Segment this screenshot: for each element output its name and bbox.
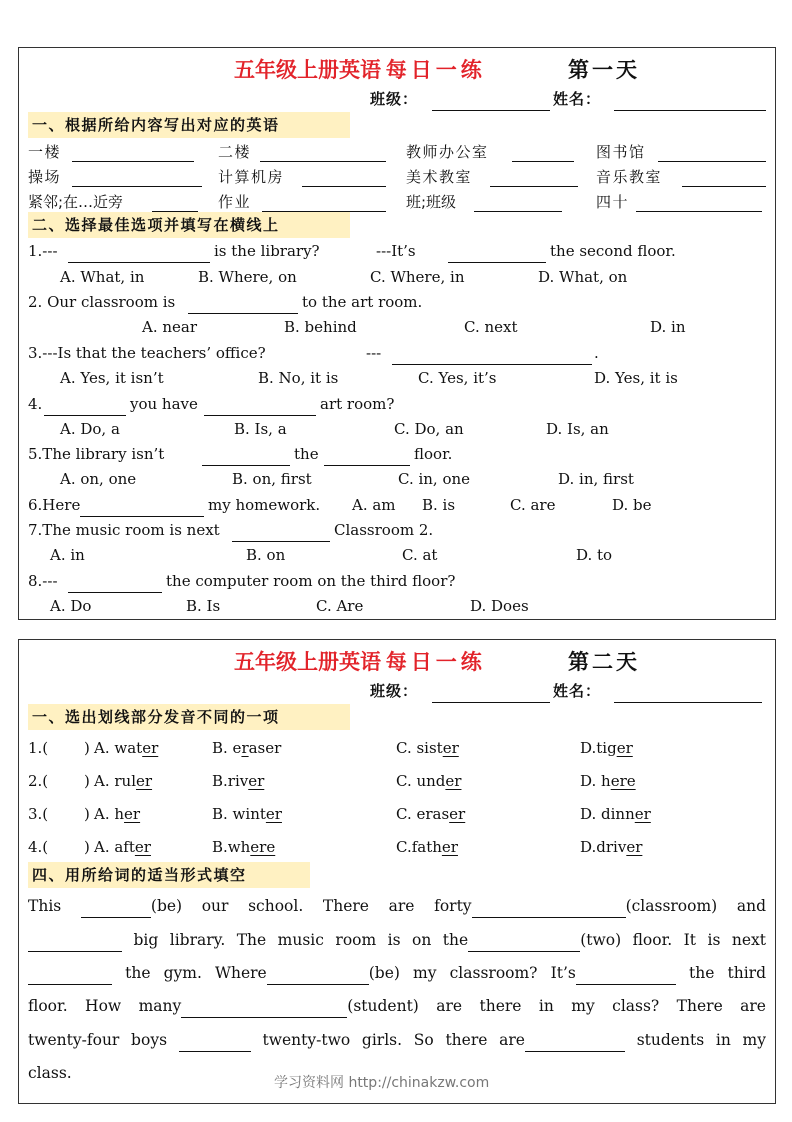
- option[interactable]: A. What, in: [60, 268, 145, 286]
- passage-line: floor. How many (student) are there in my class? There are: [28, 994, 766, 1018]
- passage-line-last: class.: [28, 1064, 72, 1082]
- option-a[interactable]: A. after: [94, 838, 151, 856]
- passage-blank[interactable]: [28, 935, 122, 952]
- passage-blank[interactable]: [576, 968, 676, 985]
- vocab-answer-field[interactable]: [260, 145, 386, 162]
- vocab-label: 四十: [596, 193, 630, 211]
- option[interactable]: B. Where, on: [198, 268, 297, 286]
- option[interactable]: A. on, one: [60, 470, 137, 488]
- option[interactable]: B. is: [422, 496, 456, 514]
- day1-class-label: 班级：: [370, 90, 419, 108]
- vocab-label: 美术教室: [406, 168, 473, 186]
- option[interactable]: C. Where, in: [370, 268, 465, 286]
- option[interactable]: A. am: [352, 496, 396, 514]
- vocab-label: 紧邻;在…近旁: [28, 193, 124, 211]
- question-text: my homework.: [208, 496, 321, 514]
- option[interactable]: C. next: [464, 318, 518, 336]
- passage-blank[interactable]: [28, 968, 112, 985]
- answer-paren-close[interactable]: ): [84, 838, 90, 856]
- passage-line: This (be) our school. There are forty (classroom) and: [28, 894, 766, 918]
- answer-paren-close[interactable]: ): [84, 805, 90, 823]
- question-text: the second floor.: [550, 242, 676, 260]
- option[interactable]: A. Do, a: [60, 420, 120, 438]
- question-text: art room?: [320, 395, 395, 413]
- passage-blank[interactable]: [267, 968, 369, 985]
- answer-blank[interactable]: [232, 525, 330, 542]
- answer-blank[interactable]: [448, 246, 546, 263]
- vocab-label: 班;班级: [406, 193, 457, 211]
- day2-class-label: 班级：: [370, 682, 419, 700]
- option[interactable]: D. Does: [470, 597, 529, 615]
- option[interactable]: B. Is, a: [234, 420, 287, 438]
- option[interactable]: A. Yes, it isn’t: [60, 369, 164, 387]
- option[interactable]: C. Are: [316, 597, 364, 615]
- passage-blank[interactable]: [468, 935, 580, 952]
- passage-line: the gym. Where (be) my classroom? It’s the third: [28, 961, 766, 985]
- passage-blank[interactable]: [525, 1035, 625, 1052]
- option[interactable]: D. to: [576, 546, 613, 564]
- passage-blank[interactable]: [472, 901, 626, 918]
- day2-class-field[interactable]: [432, 686, 550, 703]
- answer-paren-close[interactable]: ): [84, 739, 90, 757]
- option[interactable]: B. on, first: [232, 470, 312, 488]
- question-number: 3.(: [28, 805, 49, 823]
- option[interactable]: B. on: [246, 546, 286, 564]
- day1-day-label: 第一天: [568, 58, 640, 82]
- phonics-row: [28, 838, 758, 860]
- question-number: 1.(: [28, 739, 49, 757]
- day2-section4-heading: 四、用所给词的适当形式填空: [28, 862, 310, 888]
- answer-blank[interactable]: [188, 297, 298, 314]
- vocab-answer-field[interactable]: [658, 145, 766, 162]
- fill-in-passage: [28, 894, 766, 1094]
- question-text: 8.---: [28, 572, 58, 590]
- vocab-label: 教师办公室: [406, 143, 489, 161]
- day2-title: 五年级上册英语 每日一练: [234, 650, 486, 674]
- answer-blank[interactable]: [68, 246, 210, 263]
- question-text: the: [294, 445, 319, 463]
- answer-blank[interactable]: [68, 576, 162, 593]
- question-text: floor.: [414, 445, 453, 463]
- answer-blank[interactable]: [324, 449, 410, 466]
- option[interactable]: D. in, first: [558, 470, 634, 488]
- option-b[interactable]: B.river: [212, 772, 265, 790]
- question-text: 2. Our classroom is: [28, 293, 176, 311]
- vocab-answer-field[interactable]: [262, 195, 386, 212]
- option-b[interactable]: B. winter: [212, 805, 282, 823]
- question-text: 6.Here: [28, 496, 81, 514]
- phonics-row: [28, 739, 758, 761]
- option-d[interactable]: D. dinner: [580, 805, 651, 823]
- option-a[interactable]: A. her: [94, 805, 141, 823]
- question-text: the computer room on the third floor?: [166, 572, 456, 590]
- day1-section1-heading: 一、根据所给内容写出对应的英语: [28, 112, 350, 138]
- question-text: ---It’s: [376, 242, 416, 260]
- vocab-answer-field[interactable]: [512, 145, 574, 162]
- answer-paren-close[interactable]: ): [84, 772, 90, 790]
- day2-name-field[interactable]: [614, 686, 762, 703]
- vocab-label: 计算机房: [218, 168, 285, 186]
- question-number: 2.(: [28, 772, 49, 790]
- day1-class-field[interactable]: [432, 94, 550, 111]
- option[interactable]: D. be: [612, 496, 652, 514]
- day1-section2-heading: 二、选择最佳选项并填写在横线上: [28, 212, 350, 238]
- footer-watermark: 学习资料网 http://chinakzw.com: [274, 1075, 490, 1091]
- vocab-label: 二楼: [218, 143, 252, 161]
- passage-blank[interactable]: [179, 1035, 251, 1052]
- option[interactable]: C. Do, an: [394, 420, 464, 438]
- option[interactable]: A. Do: [50, 597, 92, 615]
- option[interactable]: D. Yes, it is: [594, 369, 678, 387]
- question-text: Classroom 2.: [334, 521, 434, 539]
- passage-line: big library. The music room is on the (two) floor. It is next: [28, 928, 766, 952]
- question-text: 4.: [28, 395, 43, 413]
- day1-title: 五年级上册英语 每日一练: [234, 58, 486, 82]
- option-c[interactable]: C. eraser: [396, 805, 466, 823]
- option[interactable]: A. near: [142, 318, 198, 336]
- option[interactable]: D. What, on: [538, 268, 628, 286]
- option[interactable]: D. Is, an: [546, 420, 609, 438]
- vocab-answer-field[interactable]: [474, 195, 562, 212]
- option[interactable]: C. at: [402, 546, 438, 564]
- option[interactable]: C. in, one: [398, 470, 471, 488]
- question-text: you have: [130, 395, 198, 413]
- question-text: 5.The library isn’t: [28, 445, 165, 463]
- vocab-answer-field[interactable]: [490, 170, 578, 187]
- passage-line: twenty-four boys twenty-two girls. So there are students in my: [28, 1028, 766, 1052]
- option-a[interactable]: A. ruler: [94, 772, 153, 790]
- vocab-answer-field[interactable]: [72, 145, 194, 162]
- option[interactable]: A. in: [50, 546, 85, 564]
- phonics-row: [28, 805, 758, 827]
- day2-day-label: 第二天: [568, 650, 640, 674]
- answer-blank[interactable]: [80, 500, 204, 517]
- option[interactable]: B. Is: [186, 597, 221, 615]
- vocab-label: 操场: [28, 168, 62, 186]
- question-text: to the art room.: [302, 293, 423, 311]
- option-c[interactable]: C. under: [396, 772, 462, 790]
- question-text: 3.---Is that the teachers’ office?: [28, 344, 266, 362]
- question-text: 7.The music room is next: [28, 521, 220, 539]
- option[interactable]: D. in: [650, 318, 686, 336]
- option-b[interactable]: B. eraser: [212, 739, 282, 757]
- vocab-answer-field[interactable]: [72, 170, 202, 187]
- vocab-answer-field[interactable]: [682, 170, 766, 187]
- phonics-row: [28, 772, 758, 794]
- passage-blank[interactable]: [81, 901, 151, 918]
- question-text: is the library?: [214, 242, 320, 260]
- vocab-label: 图书馆: [596, 143, 646, 161]
- answer-blank[interactable]: [202, 449, 290, 466]
- day1-name-label: 姓名：: [553, 90, 602, 108]
- option-d[interactable]: D.driver: [580, 838, 643, 856]
- option[interactable]: C. Yes, it’s: [418, 369, 497, 387]
- vocab-answer-field[interactable]: [302, 170, 386, 187]
- question-number: 4.(: [28, 838, 49, 856]
- option[interactable]: B. No, it is: [258, 369, 339, 387]
- vocab-label: 一楼: [28, 143, 62, 161]
- question-text: ---: [366, 344, 382, 362]
- option-c[interactable]: C.father: [396, 838, 458, 856]
- answer-blank[interactable]: [44, 399, 126, 416]
- option-b[interactable]: B.where: [212, 838, 276, 856]
- option-a[interactable]: A. water: [94, 739, 159, 757]
- day2-name-label: 姓名：: [553, 682, 602, 700]
- question-text: .: [594, 344, 599, 362]
- option[interactable]: B. behind: [284, 318, 357, 336]
- option-d[interactable]: D. here: [580, 772, 636, 790]
- passage-blank[interactable]: [181, 1001, 347, 1018]
- vocab-answer-field[interactable]: [152, 195, 198, 212]
- answer-blank[interactable]: [392, 348, 592, 365]
- day2-section1-heading: 一、选出划线部分发音不同的一项: [28, 704, 350, 730]
- vocab-label: 作业: [218, 193, 252, 211]
- day1-name-field[interactable]: [614, 94, 766, 111]
- answer-blank[interactable]: [204, 399, 316, 416]
- option-d[interactable]: D.tiger: [580, 739, 633, 757]
- question-text: 1.---: [28, 242, 58, 260]
- vocab-label: 音乐教室: [596, 168, 663, 186]
- option-c[interactable]: C. sister: [396, 739, 459, 757]
- vocab-answer-field[interactable]: [636, 195, 762, 212]
- option[interactable]: C. are: [510, 496, 556, 514]
